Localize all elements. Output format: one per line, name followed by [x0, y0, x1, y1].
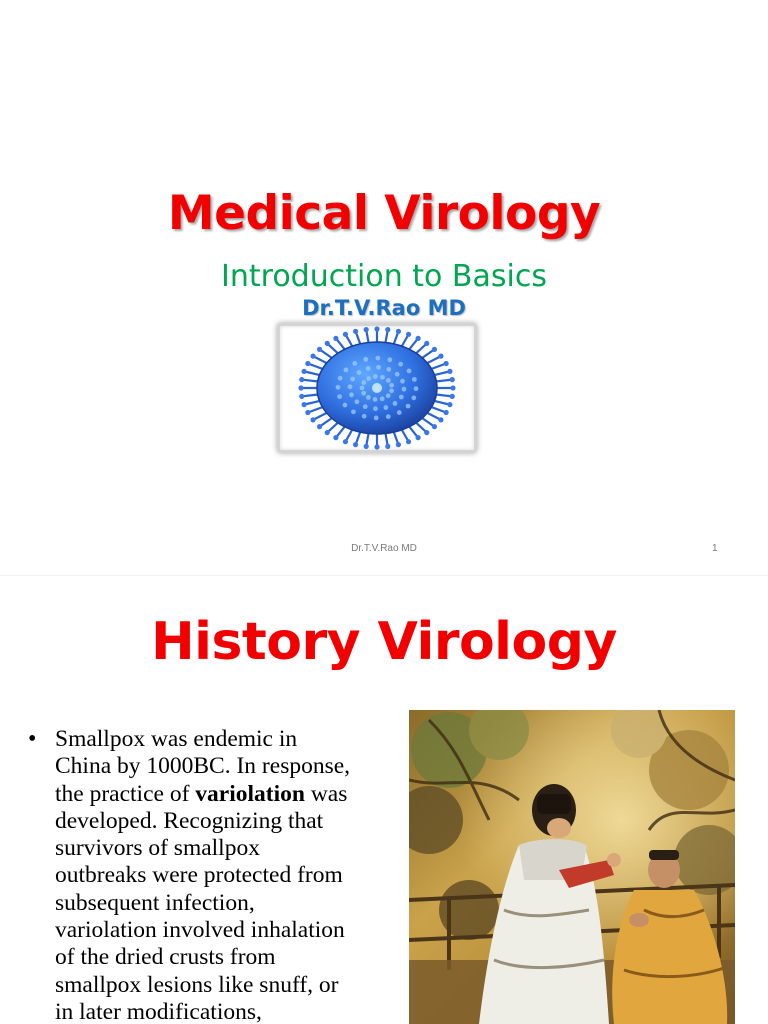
variolation-painting-image — [409, 710, 735, 1024]
bullet-line: subsequent infection, — [55, 889, 255, 916]
bullet-line: variolation involved inhalation — [55, 917, 345, 944]
virus-capsomere — [354, 399, 359, 404]
virus-capsomere — [373, 406, 378, 411]
virus-capsomere — [337, 394, 342, 399]
virus-capsomere — [407, 369, 412, 374]
virus-capsomere — [380, 396, 385, 401]
virus-spike-tip — [406, 439, 411, 444]
virus-capsomere — [348, 384, 353, 389]
virus-capsomere — [386, 414, 391, 419]
virus-capsomere — [389, 383, 394, 388]
virus-capsomere — [363, 404, 368, 409]
virus-capsomere — [393, 401, 398, 406]
bullet-line: the practice of variolation was — [55, 780, 348, 807]
virus-spike-tip — [353, 442, 358, 447]
virus-spike-tip — [415, 435, 420, 440]
bullet-line: smallpox lesions like snuff, or — [55, 971, 339, 998]
virus-spike-tip — [396, 442, 401, 447]
virus-spike-tip — [415, 336, 420, 341]
virus-capsomere — [336, 385, 341, 390]
virus-spike-tip — [310, 354, 315, 359]
virus-spike-tip — [333, 336, 338, 341]
virus-spike-tip — [424, 430, 429, 435]
footer-author: Dr.T.V.Rao MD — [351, 543, 417, 554]
virus-capsomere — [344, 368, 349, 373]
virus-capsomere — [361, 380, 366, 385]
virus-spike-tip — [385, 327, 390, 332]
virus-spike-tip — [385, 444, 390, 449]
virus-capsomere — [357, 370, 362, 375]
slide-title: Medical Virology — [167, 186, 601, 241]
virus-spike-tip — [432, 347, 437, 352]
virus-spike-tip — [299, 394, 304, 399]
bold-term: variolation — [195, 780, 305, 807]
virus-capsomere — [397, 410, 402, 415]
virus-capsomere — [387, 357, 392, 362]
virus-capsomere — [395, 372, 400, 377]
virus-capsomere — [380, 375, 385, 380]
virus-spike-tip — [374, 444, 379, 449]
virus-core — [372, 383, 382, 393]
virus-spike-tip — [299, 377, 304, 382]
virus-capsomere — [376, 365, 381, 370]
virus-capsomere — [343, 403, 348, 408]
virus-spike-tip — [438, 354, 443, 359]
virus-spike-tip — [396, 329, 401, 334]
slide-subtitle: Introduction to Basics — [221, 259, 547, 294]
virus-capsomere — [399, 395, 404, 400]
virus-capsomere — [363, 357, 368, 362]
bullet-symbol: • — [28, 726, 37, 752]
bullet-line: Smallpox was endemic in — [55, 726, 298, 752]
virus-capsomere — [406, 404, 411, 409]
virus-icon — [280, 326, 474, 450]
virus-image-frame — [277, 323, 477, 453]
slide-title: History Virology — [151, 612, 617, 672]
virus-spike-tip — [450, 385, 455, 390]
virus-spike-tip — [343, 439, 348, 444]
virus-capsomere — [400, 379, 405, 384]
slide-footer — [0, 543, 768, 557]
virus-capsomere — [398, 362, 403, 367]
virus-spike-tip — [343, 332, 348, 337]
virus-capsomere — [349, 392, 354, 397]
virus-capsomere — [338, 376, 343, 381]
virus-capsomere — [375, 356, 380, 361]
footer-page-number: 1 — [712, 543, 718, 554]
virus-capsomere — [411, 395, 416, 400]
virus-spike-tip — [444, 410, 449, 415]
virus-spike-tip — [447, 369, 452, 374]
bullet-line: in later modifications, — [55, 998, 262, 1024]
bullet-line: of the dried crusts from — [55, 944, 276, 971]
virus-spike-tip — [450, 377, 455, 382]
virus-spike-tip — [406, 332, 411, 337]
bullet-line: outbreaks were protected from — [55, 862, 343, 889]
virus-spike-tip — [432, 424, 437, 429]
virus-capsomere — [366, 366, 371, 371]
virus-capsomere — [414, 386, 419, 391]
virus-capsomere — [386, 378, 391, 383]
virus-capsomere — [350, 377, 355, 382]
bullet-text — [55, 726, 395, 1024]
bullet-line: developed. Recognizing that — [55, 807, 324, 834]
virus-spike-tip — [438, 417, 443, 422]
virus-capsomere — [362, 414, 367, 419]
virus-capsomere — [373, 397, 378, 402]
virus-spike-tip — [305, 361, 310, 366]
virus-spike-tip — [424, 341, 429, 346]
virus-spike-tip — [325, 430, 330, 435]
virus-spike-tip — [353, 329, 358, 334]
painting-illustration — [409, 710, 735, 1024]
virus-spike-tip — [298, 385, 303, 390]
virus-spike-tip — [333, 435, 338, 440]
virus-capsomere — [383, 405, 388, 410]
virus-spike-tip — [301, 402, 306, 407]
slide-author: Dr.T.V.Rao MD — [302, 296, 466, 320]
virus-spike-tip — [325, 341, 330, 346]
virus-capsomere — [366, 376, 371, 381]
virus-spike-tip — [317, 347, 322, 352]
virus-spike-tip — [364, 444, 369, 449]
virus-capsomere — [389, 388, 394, 393]
virus-spike-tip — [310, 417, 315, 422]
virus-capsomere — [360, 386, 365, 391]
virus-spike-tip — [305, 410, 310, 415]
virus-capsomere — [366, 395, 371, 400]
virus-capsomere — [386, 393, 391, 398]
virus-spike-tip — [374, 326, 379, 331]
virus-capsomere — [351, 409, 356, 414]
virus-spike-tip — [447, 402, 452, 407]
virus-spike-tip — [364, 327, 369, 332]
virus-capsomere — [386, 367, 391, 372]
virus-capsomere — [412, 377, 417, 382]
virus-capsomere — [361, 391, 366, 396]
virus-capsomere — [352, 361, 357, 366]
slide-2 — [0, 576, 768, 1024]
virus-capsomere — [402, 387, 407, 392]
bullet-line: China by 1000BC. In response, — [55, 753, 351, 780]
virus-capsomere — [374, 415, 379, 420]
virus-capsomere — [373, 374, 378, 379]
virus-spike-tip — [444, 361, 449, 366]
bullet-line: survivors of smallpox — [55, 835, 260, 862]
virus-spike-tip — [317, 424, 322, 429]
virus-spike-tip — [450, 394, 455, 399]
virus-spike-tip — [301, 369, 306, 374]
